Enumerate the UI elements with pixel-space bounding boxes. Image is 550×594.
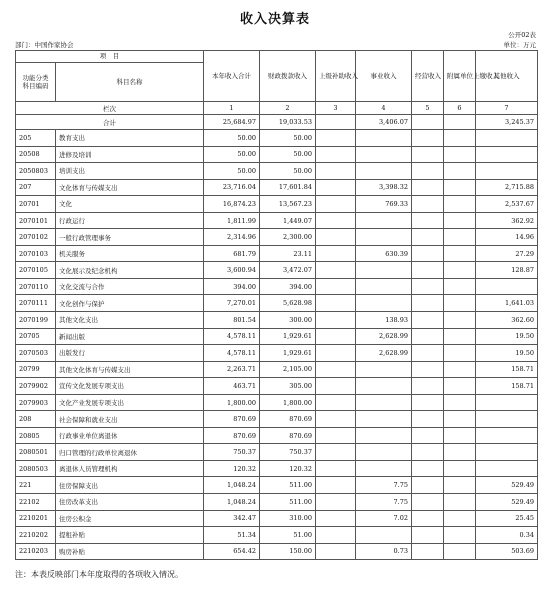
row-value: 463.71 bbox=[204, 378, 260, 395]
table-row bbox=[16, 477, 538, 494]
row-value bbox=[412, 427, 444, 444]
row-value: 19.50 bbox=[476, 345, 538, 362]
row-value bbox=[356, 394, 412, 411]
total-row bbox=[16, 115, 538, 130]
row-value: 511.00 bbox=[260, 494, 316, 511]
row-value bbox=[316, 427, 356, 444]
row-value: 0.73 bbox=[356, 543, 412, 560]
row-value bbox=[444, 411, 476, 428]
row-value: 17,601.84 bbox=[260, 179, 316, 196]
row-value bbox=[444, 312, 476, 329]
row-code: 2080503 bbox=[16, 460, 56, 477]
row-value: 1,929.61 bbox=[260, 328, 316, 345]
lanci-row bbox=[16, 102, 538, 115]
row-code: 2070503 bbox=[16, 345, 56, 362]
row-value bbox=[476, 130, 538, 147]
row-value: 2,300.00 bbox=[260, 229, 316, 246]
row-value: 394.00 bbox=[260, 278, 316, 295]
row-value: 27.29 bbox=[476, 245, 538, 262]
row-value: 3,398.32 bbox=[356, 179, 412, 196]
row-code: 20508 bbox=[16, 146, 56, 163]
row-value bbox=[444, 196, 476, 213]
row-value bbox=[412, 146, 444, 163]
row-code: 2070102 bbox=[16, 229, 56, 246]
table-row bbox=[16, 378, 538, 395]
table-row bbox=[16, 146, 538, 163]
row-value bbox=[316, 328, 356, 345]
row-value bbox=[316, 510, 356, 527]
row-value bbox=[316, 394, 356, 411]
row-value: 2,628.99 bbox=[356, 345, 412, 362]
row-value: 50.00 bbox=[260, 146, 316, 163]
row-value bbox=[316, 378, 356, 395]
row-value bbox=[476, 427, 538, 444]
row-value bbox=[476, 146, 538, 163]
row-value bbox=[476, 163, 538, 180]
row-code: 2070105 bbox=[16, 262, 56, 279]
row-value bbox=[444, 229, 476, 246]
row-value: 25.45 bbox=[476, 510, 538, 527]
row-code: 20701 bbox=[16, 196, 56, 213]
row-value bbox=[412, 312, 444, 329]
lanci-num: 7 bbox=[476, 102, 538, 115]
row-value: 2,263.71 bbox=[204, 361, 260, 378]
row-value bbox=[316, 179, 356, 196]
header-col2: 财政拨款收入 bbox=[260, 51, 316, 102]
row-value: 7.75 bbox=[356, 494, 412, 511]
row-value: 50.00 bbox=[204, 163, 260, 180]
row-value bbox=[412, 179, 444, 196]
table-row bbox=[16, 312, 538, 329]
header-col1: 本年收入合计 bbox=[204, 51, 260, 102]
row-value bbox=[444, 460, 476, 477]
row-value bbox=[412, 394, 444, 411]
row-code: 2070101 bbox=[16, 212, 56, 229]
row-value bbox=[444, 378, 476, 395]
lanci-num: 4 bbox=[356, 102, 412, 115]
row-value: 305.00 bbox=[260, 378, 316, 395]
row-code: 207 bbox=[16, 179, 56, 196]
lanci-num: 3 bbox=[316, 102, 356, 115]
row-value bbox=[444, 394, 476, 411]
row-code: 2070103 bbox=[16, 245, 56, 262]
row-value: 23.11 bbox=[260, 245, 316, 262]
total-value bbox=[316, 115, 356, 130]
footnote: 注：本表反映部门本年度取得的各项收入情况。 bbox=[15, 570, 183, 579]
row-value: 138.93 bbox=[356, 312, 412, 329]
row-value bbox=[476, 278, 538, 295]
table-row bbox=[16, 527, 538, 544]
row-name: 一般行政管理事务 bbox=[56, 229, 204, 246]
row-name: 归口管理的行政单位离退休 bbox=[56, 444, 204, 461]
table-row bbox=[16, 328, 538, 345]
row-value bbox=[444, 130, 476, 147]
lanci-num: 6 bbox=[444, 102, 476, 115]
row-value bbox=[316, 361, 356, 378]
row-value bbox=[476, 460, 538, 477]
row-value: 4,578.11 bbox=[204, 328, 260, 345]
row-value bbox=[356, 460, 412, 477]
row-value bbox=[316, 229, 356, 246]
row-value: 362.92 bbox=[476, 212, 538, 229]
table-row bbox=[16, 163, 538, 180]
row-value: 2,715.88 bbox=[476, 179, 538, 196]
row-code: 20799 bbox=[16, 361, 56, 378]
row-value bbox=[316, 146, 356, 163]
row-value bbox=[412, 163, 444, 180]
row-value bbox=[444, 163, 476, 180]
page-title: 收入决算表 bbox=[239, 12, 310, 27]
row-value: 310.00 bbox=[260, 510, 316, 527]
lanci-label: 栏次 bbox=[16, 102, 204, 115]
row-value bbox=[412, 245, 444, 262]
row-value bbox=[444, 328, 476, 345]
row-value bbox=[412, 130, 444, 147]
table-body bbox=[16, 102, 538, 560]
row-value bbox=[412, 328, 444, 345]
row-value: 51.34 bbox=[204, 527, 260, 544]
row-value bbox=[412, 411, 444, 428]
table-row bbox=[16, 196, 538, 213]
row-value: 630.39 bbox=[356, 245, 412, 262]
row-value: 2,105.00 bbox=[260, 361, 316, 378]
header-col6: 附属单位上缴收入 bbox=[444, 51, 476, 102]
row-name: 文化展示及纪念机构 bbox=[56, 262, 204, 279]
row-value bbox=[412, 196, 444, 213]
row-name: 教育支出 bbox=[56, 130, 204, 147]
row-value: 16,874.23 bbox=[204, 196, 260, 213]
table-row bbox=[16, 345, 538, 362]
row-name: 其他文化体育与传媒支出 bbox=[56, 361, 204, 378]
row-value bbox=[444, 361, 476, 378]
row-value: 1,929.61 bbox=[260, 345, 316, 362]
row-name: 社会保障和就业支出 bbox=[56, 411, 204, 428]
row-value bbox=[412, 527, 444, 544]
row-value bbox=[444, 444, 476, 461]
table-row bbox=[16, 427, 538, 444]
row-value bbox=[316, 212, 356, 229]
row-name: 离退休人员管理机构 bbox=[56, 460, 204, 477]
row-value bbox=[356, 444, 412, 461]
row-value: 1,048.24 bbox=[204, 494, 260, 511]
row-value: 801.54 bbox=[204, 312, 260, 329]
row-value: 870.69 bbox=[260, 427, 316, 444]
row-code: 2210203 bbox=[16, 543, 56, 560]
table-row bbox=[16, 278, 538, 295]
row-value bbox=[356, 262, 412, 279]
row-value bbox=[316, 312, 356, 329]
row-value: 2,537.67 bbox=[476, 196, 538, 213]
unit-label: 单位：万元 bbox=[503, 41, 536, 49]
row-value bbox=[412, 444, 444, 461]
row-value: 7.75 bbox=[356, 477, 412, 494]
table-header bbox=[16, 51, 538, 102]
table-row bbox=[16, 229, 538, 246]
row-value: 158.71 bbox=[476, 378, 538, 395]
row-value: 19.50 bbox=[476, 328, 538, 345]
row-value: 750.37 bbox=[204, 444, 260, 461]
form-code: 公开02表 bbox=[508, 31, 536, 39]
row-value: 120.32 bbox=[204, 460, 260, 477]
row-value bbox=[356, 229, 412, 246]
row-value bbox=[316, 262, 356, 279]
lanci-num: 5 bbox=[412, 102, 444, 115]
row-value bbox=[316, 543, 356, 560]
row-value: 50.00 bbox=[260, 130, 316, 147]
row-name: 提租补贴 bbox=[56, 527, 204, 544]
row-name: 行政事业单位离退休 bbox=[56, 427, 204, 444]
row-value: 2,628.99 bbox=[356, 328, 412, 345]
row-value bbox=[444, 146, 476, 163]
row-code: 2050803 bbox=[16, 163, 56, 180]
table-row bbox=[16, 295, 538, 312]
table-row bbox=[16, 212, 538, 229]
row-value: 769.33 bbox=[356, 196, 412, 213]
row-value bbox=[356, 378, 412, 395]
row-value bbox=[444, 179, 476, 196]
row-name: 新闻出版 bbox=[56, 328, 204, 345]
header-col5: 经营收入 bbox=[412, 51, 444, 102]
row-value: 870.69 bbox=[260, 411, 316, 428]
row-value bbox=[356, 527, 412, 544]
table-row bbox=[16, 494, 538, 511]
row-code: 205 bbox=[16, 130, 56, 147]
row-name: 文化交流与合作 bbox=[56, 278, 204, 295]
row-value bbox=[444, 543, 476, 560]
row-value bbox=[356, 146, 412, 163]
total-value: 25,684.97 bbox=[204, 115, 260, 130]
row-name: 文化 bbox=[56, 196, 204, 213]
row-value bbox=[316, 295, 356, 312]
row-code: 2079902 bbox=[16, 378, 56, 395]
row-value: 1,048.24 bbox=[204, 477, 260, 494]
total-value bbox=[412, 115, 444, 130]
row-code: 2070110 bbox=[16, 278, 56, 295]
row-value bbox=[316, 196, 356, 213]
row-value: 529.49 bbox=[476, 477, 538, 494]
row-code: 20705 bbox=[16, 328, 56, 345]
row-value: 120.32 bbox=[260, 460, 316, 477]
row-value bbox=[412, 460, 444, 477]
total-label: 合计 bbox=[16, 115, 204, 130]
row-value bbox=[316, 527, 356, 544]
total-value: 19,033.53 bbox=[260, 115, 316, 130]
row-code: 22102 bbox=[16, 494, 56, 511]
row-value: 1,641.03 bbox=[476, 295, 538, 312]
row-value: 0.34 bbox=[476, 527, 538, 544]
table-row bbox=[16, 444, 538, 461]
row-value: 5,628.98 bbox=[260, 295, 316, 312]
header-col3: 上级补助收入 bbox=[316, 51, 356, 102]
row-value bbox=[356, 361, 412, 378]
row-value: 50.00 bbox=[204, 130, 260, 147]
row-value: 23,716.04 bbox=[204, 179, 260, 196]
row-value bbox=[444, 510, 476, 527]
lanci-num: 1 bbox=[204, 102, 260, 115]
row-code: 20805 bbox=[16, 427, 56, 444]
row-name: 进修及培训 bbox=[56, 146, 204, 163]
row-code: 2070111 bbox=[16, 295, 56, 312]
table-row bbox=[16, 411, 538, 428]
total-value: 3,245.37 bbox=[476, 115, 538, 130]
row-code: 221 bbox=[16, 477, 56, 494]
row-value bbox=[476, 444, 538, 461]
row-value: 654.42 bbox=[204, 543, 260, 560]
row-value: 7.02 bbox=[356, 510, 412, 527]
row-value bbox=[476, 411, 538, 428]
row-value bbox=[476, 394, 538, 411]
row-value bbox=[444, 295, 476, 312]
header-project: 项 目 bbox=[16, 51, 204, 63]
department-label: 部门：中国作家协会 bbox=[15, 41, 74, 49]
header-col7: 其他收入 bbox=[476, 51, 538, 102]
row-code: 2070199 bbox=[16, 312, 56, 329]
row-value: 3,600.94 bbox=[204, 262, 260, 279]
row-value bbox=[316, 411, 356, 428]
row-value bbox=[444, 262, 476, 279]
row-value bbox=[412, 278, 444, 295]
income-table bbox=[15, 50, 538, 560]
table-row bbox=[16, 130, 538, 147]
table-row bbox=[16, 510, 538, 527]
total-value: 3,406.07 bbox=[356, 115, 412, 130]
row-value bbox=[316, 245, 356, 262]
row-value bbox=[412, 295, 444, 312]
row-value bbox=[412, 229, 444, 246]
row-value bbox=[316, 460, 356, 477]
row-code: 208 bbox=[16, 411, 56, 428]
row-value bbox=[316, 278, 356, 295]
row-value bbox=[356, 278, 412, 295]
row-value bbox=[316, 163, 356, 180]
row-value bbox=[444, 427, 476, 444]
row-value: 362.60 bbox=[476, 312, 538, 329]
row-value bbox=[316, 130, 356, 147]
row-value bbox=[316, 345, 356, 362]
row-value: 681.79 bbox=[204, 245, 260, 262]
row-value bbox=[412, 262, 444, 279]
row-value bbox=[412, 494, 444, 511]
row-value bbox=[356, 212, 412, 229]
row-value bbox=[412, 212, 444, 229]
row-value: 128.87 bbox=[476, 262, 538, 279]
row-name: 出版发行 bbox=[56, 345, 204, 362]
row-name: 住房公积金 bbox=[56, 510, 204, 527]
row-value bbox=[356, 163, 412, 180]
row-name: 文化产业发展专项支出 bbox=[56, 394, 204, 411]
row-value: 3,472.07 bbox=[260, 262, 316, 279]
row-value: 50.00 bbox=[204, 146, 260, 163]
row-name: 购房补贴 bbox=[56, 543, 204, 560]
row-value: 394.00 bbox=[204, 278, 260, 295]
header-col4: 事业收入 bbox=[356, 51, 412, 102]
row-name: 宣传文化发展专项支出 bbox=[56, 378, 204, 395]
row-value bbox=[444, 212, 476, 229]
table-row bbox=[16, 543, 538, 560]
row-value bbox=[412, 543, 444, 560]
row-code: 2210201 bbox=[16, 510, 56, 527]
row-value bbox=[356, 295, 412, 312]
table-row bbox=[16, 179, 538, 196]
row-name: 机关服务 bbox=[56, 245, 204, 262]
row-code: 2210202 bbox=[16, 527, 56, 544]
row-value bbox=[444, 245, 476, 262]
row-value bbox=[316, 444, 356, 461]
table-row bbox=[16, 361, 538, 378]
row-value: 7,270.01 bbox=[204, 295, 260, 312]
row-value: 503.69 bbox=[476, 543, 538, 560]
row-value: 300.00 bbox=[260, 312, 316, 329]
table-row bbox=[16, 245, 538, 262]
row-value: 342.47 bbox=[204, 510, 260, 527]
row-value: 4,578.11 bbox=[204, 345, 260, 362]
row-value: 511.00 bbox=[260, 477, 316, 494]
row-value bbox=[356, 411, 412, 428]
row-value: 51.00 bbox=[260, 527, 316, 544]
row-name: 住房改革支出 bbox=[56, 494, 204, 511]
row-value bbox=[316, 494, 356, 511]
row-code: 2079903 bbox=[16, 394, 56, 411]
row-value bbox=[356, 130, 412, 147]
row-name: 住房保障支出 bbox=[56, 477, 204, 494]
lanci-num: 2 bbox=[260, 102, 316, 115]
row-value bbox=[412, 345, 444, 362]
row-value: 2,314.96 bbox=[204, 229, 260, 246]
row-value: 13,567.23 bbox=[260, 196, 316, 213]
row-value bbox=[412, 361, 444, 378]
row-value bbox=[444, 477, 476, 494]
header-name: 科目名称 bbox=[56, 63, 204, 102]
table-row bbox=[16, 394, 538, 411]
row-value bbox=[444, 278, 476, 295]
row-value: 750.37 bbox=[260, 444, 316, 461]
row-value bbox=[444, 345, 476, 362]
row-name: 行政运行 bbox=[56, 212, 204, 229]
table-row bbox=[16, 460, 538, 477]
row-value: 1,800.00 bbox=[260, 394, 316, 411]
row-value bbox=[412, 378, 444, 395]
row-name: 培训支出 bbox=[56, 163, 204, 180]
row-name: 其他文化支出 bbox=[56, 312, 204, 329]
row-value: 150.00 bbox=[260, 543, 316, 560]
row-value bbox=[316, 477, 356, 494]
row-value bbox=[412, 510, 444, 527]
row-value bbox=[444, 527, 476, 544]
row-value: 1,800.00 bbox=[204, 394, 260, 411]
row-code: 2080501 bbox=[16, 444, 56, 461]
row-value: 870.69 bbox=[204, 427, 260, 444]
row-value: 1,449.07 bbox=[260, 212, 316, 229]
row-value: 158.71 bbox=[476, 361, 538, 378]
total-value bbox=[444, 115, 476, 130]
row-value bbox=[412, 477, 444, 494]
row-value: 870.69 bbox=[204, 411, 260, 428]
row-value: 529.49 bbox=[476, 494, 538, 511]
row-value: 1,811.99 bbox=[204, 212, 260, 229]
header-code: 功能分类 科目编码 bbox=[16, 63, 56, 102]
table-row bbox=[16, 262, 538, 279]
row-name: 文化体育与传媒支出 bbox=[56, 179, 204, 196]
row-value: 14.96 bbox=[476, 229, 538, 246]
row-value: 50.00 bbox=[260, 163, 316, 180]
row-value bbox=[444, 494, 476, 511]
row-value bbox=[356, 427, 412, 444]
row-name: 文化创作与保护 bbox=[56, 295, 204, 312]
